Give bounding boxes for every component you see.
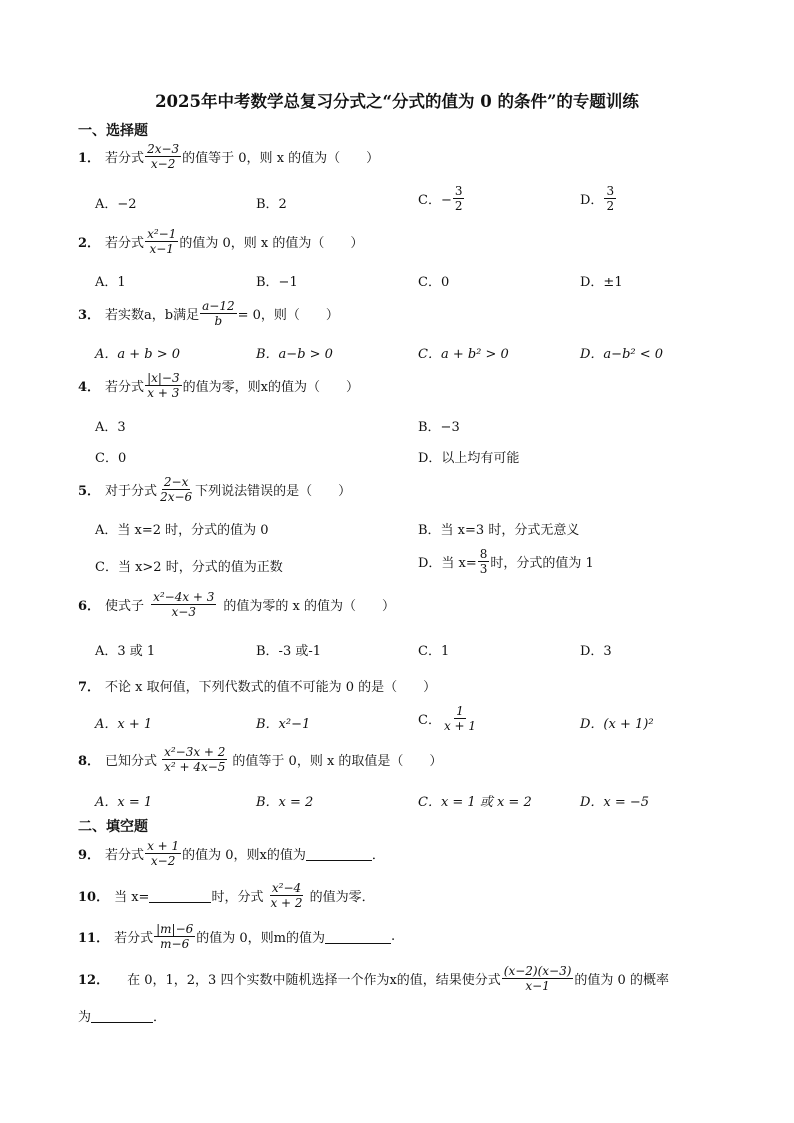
numerator: |m|−6 [156,922,194,936]
question-number: 7． [78,680,101,695]
numerator: 2−x [163,475,189,489]
option-a: A．3 [95,420,126,435]
option-c: C．0 [95,451,127,466]
option-a: A．x = 1 [95,795,153,810]
denominator: 3 [479,562,488,576]
fraction [478,547,490,576]
numerator: 1 [456,704,464,718]
question-text: 不论 x 取何值，下列代数式的值不可能为 0 的是（ ） [105,680,437,695]
question-text: 在 0，1，2，3 四个实数中随机选择一个作为x的值，结果使分式 [114,973,501,988]
option-b: B．-3 或-1 [256,644,322,659]
section-heading-fill: 二、填空题 [78,819,148,835]
option-b: B．x²−1 [256,717,311,732]
question-4 [78,371,359,400]
question-number: 12． [78,973,110,988]
question-text: 为 [78,1010,92,1025]
option-d: D．x = −5 [580,795,650,810]
option-c [418,184,465,213]
question-text: 若实数a，b满足 [105,308,200,323]
fraction [442,704,478,733]
option-c: C．x = 1 或 x = 2 [418,795,532,810]
option-b: B．−1 [256,275,298,290]
option-b: B．2 [256,197,287,212]
option-a: A．a + b > 0 [95,347,181,362]
question-text: 的值为零的 x 的值为（ ） [223,599,396,614]
denominator: 2x−6 [160,490,193,504]
denominator: x−1 [525,979,550,993]
option-label: D． [580,193,604,208]
denominator: 2 [606,199,615,213]
option-c: C．当 x>2 时，分式的值为正数 [95,560,283,575]
fraction [151,590,216,619]
option-d: D．a−b² < 0 [580,347,664,362]
option-c: C．0 [418,275,450,290]
numerator: x²−4x + 3 [153,590,215,604]
question-text: 的值为 0，则m的值为 [196,931,325,946]
fraction [145,839,181,868]
question-text: 若分式 [105,151,145,166]
option-d [580,184,617,213]
option-a: A．−2 [95,197,137,212]
option-b: B．a−b > 0 [256,347,333,362]
question-10 [78,881,375,910]
fraction [268,881,304,910]
option-c: C．1 [418,644,450,659]
section-heading-choice: 一、选择题 [78,123,148,139]
numerator: |x|−3 [147,371,180,385]
option-d [418,547,594,576]
numerator: 3 [606,184,615,198]
denominator: x−2 [150,157,176,171]
question-number: 3． [78,308,101,323]
question-text: 若分式 [105,236,145,251]
question-3 [78,299,339,328]
option-d: D．±1 [580,275,623,290]
option-c: C．a + b² > 0 [418,347,509,362]
option-text: 时，分式的值为 1 [490,556,594,571]
question-text: 的值等于 0，则 x 的取值是（ ） [232,754,443,769]
option-label: C．− [418,193,452,208]
question-2 [78,227,363,256]
question-text: 的值等于 0，则 x 的值为（ ） [182,151,380,166]
denominator: m−6 [160,937,190,951]
fraction [162,745,227,774]
option-label: C． [418,713,441,728]
punctuation: ． [371,848,385,863]
answer-blank[interactable] [306,846,372,861]
punctuation: ． [153,1010,167,1025]
answer-blank[interactable] [149,888,211,903]
option-a: A．当 x=2 时，分式的值为 0 [95,523,269,538]
question-text: 当 x= [114,890,150,905]
fraction [158,475,194,504]
question-text: 的值为零． [309,890,375,905]
question-number: 10． [78,890,110,905]
question-text: 已知分式 [105,754,158,769]
fraction [453,184,465,213]
option-b: B．x = 2 [256,795,314,810]
option-a: A．x + 1 [95,717,153,732]
fraction [604,184,616,213]
question-text: 的值为 0，则 x 的值为（ ） [179,236,364,251]
fraction [145,227,178,256]
question-11 [78,922,395,951]
fraction [154,922,195,951]
numerator: 8 [479,547,488,561]
answer-blank[interactable] [325,929,391,944]
numerator: x²−3x + 2 [164,745,226,759]
denominator: x + 2 [270,896,303,910]
question-text: 的值为零，则x的值为（ ） [182,380,359,395]
denominator: x + 1 [443,719,477,733]
denominator: x−2 [150,854,176,868]
fraction [502,964,574,993]
question-text: 时，分式 [211,890,264,905]
question-text: 的值为 0，则x的值为 [182,848,306,863]
question-text: 若分式 [105,380,145,395]
denominator: 2 [454,199,463,213]
question-number: 9． [78,848,101,863]
question-1 [78,142,379,171]
page-title: 2025年中考数学总复习分式之“分式的值为 0 的条件”的专题训练 [155,92,639,111]
denominator: b [214,314,223,328]
option-d: D．3 [580,644,612,659]
numerator: 2x−3 [147,142,180,156]
numerator: (x−2)(x−3) [503,964,572,978]
question-text: 对于分式 [105,484,158,499]
question-number: 4． [78,380,101,395]
option-label: D．当 x= [418,556,477,571]
question-text: 若分式 [114,931,154,946]
option-b: B．−3 [418,420,460,435]
option-c [418,704,479,733]
denominator: x² + 4x−5 [164,760,226,774]
denominator: x−1 [149,242,174,256]
question-9 [78,839,385,868]
numerator: x²−1 [147,227,177,241]
question-number: 2． [78,236,101,251]
question-text: 下列说法错误的是（ ） [195,484,352,499]
question-number: 5． [78,484,101,499]
fraction [200,299,236,328]
denominator: x−3 [171,605,196,619]
question-number: 11． [78,931,110,946]
numerator: x + 1 [147,839,180,853]
option-b: B．当 x=3 时，分式无意义 [418,523,580,538]
numerator: 3 [454,184,463,198]
answer-blank[interactable] [91,1008,153,1023]
option-d: D．以上均有可能 [418,451,520,466]
question-6 [78,590,395,619]
question-number: 6． [78,599,101,614]
question-12-line-2 [78,1006,166,1025]
question-8 [78,745,442,774]
option-a: A．1 [95,275,126,290]
question-text: = 0，则（ ） [237,308,339,323]
option-d: D．(x + 1)² [580,717,654,732]
option-a: A．3 或 1 [95,644,156,659]
numerator: x²−4 [271,881,302,895]
question-text: 使式子 [105,599,145,614]
punctuation: . [391,929,396,944]
denominator: x + 3 [147,386,180,400]
question-number: 1． [78,151,101,166]
fraction [145,371,182,400]
question-5 [78,475,351,504]
numerator: a−12 [202,299,235,313]
question-text: 的值为 0 的概率 [574,973,669,988]
fraction [145,142,181,171]
question-7 [78,676,436,695]
question-12 [78,964,669,993]
question-number: 8． [78,754,101,769]
question-text: 若分式 [105,848,145,863]
